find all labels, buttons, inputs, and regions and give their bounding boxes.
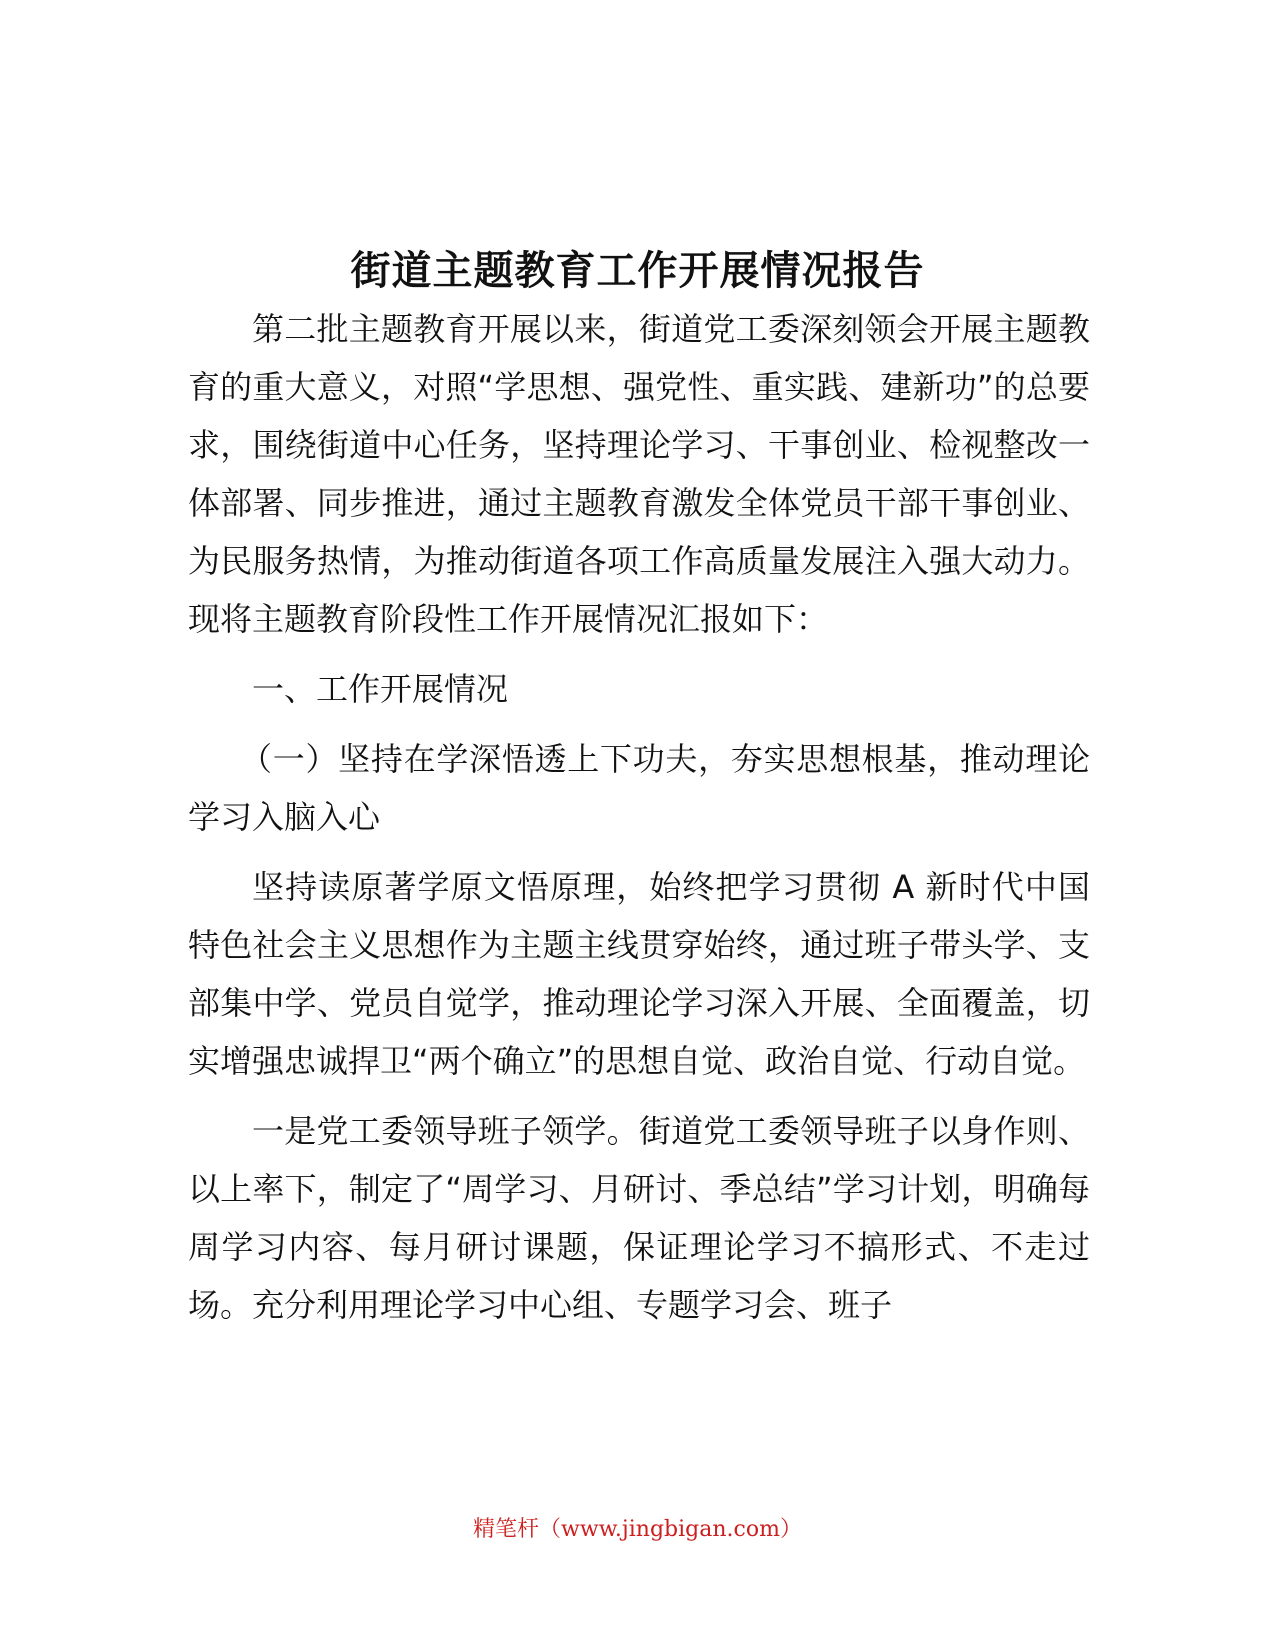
paragraph-intro: 第二批主题教育开展以来，街道党工委深刻领会开展主题教育的重大意义，对照“学思想、强党性、重实践、建新功”的总要求，围绕街道中心任务，坚持理论学习、干事创业、检视整改一体部署、同步推进，通过主题教育激发全体党员干部干事创业、为民服务热情，为推动街道各项工作高质量发展注入强大动力。现将主题教育阶段性工作开展情况汇报如下： bbox=[188, 310, 1090, 638]
section-heading-1: 一、工作开展情况 bbox=[252, 670, 509, 708]
paragraph-leadership: 一是党工委领导班子领学。街道党工委领导班子以身作则、以上率下，制定了“周学习、月研讨、季总结”学习计划，明确每周学习内容、每月研讨课题，保证理论学习不搞形式、不走过场。充分利用理论学习中心组、专题学习会、班子 bbox=[188, 1112, 1090, 1324]
subsection-heading-1: （一）坚持在学深悟透上下功夫，夯实思想根基，推动理论学习入脑入心 bbox=[188, 740, 1090, 836]
document-body bbox=[188, 300, 1090, 1346]
document-title: 街道主题教育工作开展情况报告 bbox=[350, 247, 925, 294]
footer-watermark: 精笔杆（www.jingbigan.com） bbox=[473, 1517, 802, 1542]
paragraph-study: 坚持读原著学原文悟原理，始终把学习贯彻 A 新时代中国特色社会主义思想作为主题主线贯穿始终，通过班子带头学、支部集中学、党员自觉学，推动理论学习深入开展、全面覆盖，切实增强忠诚捍卫“两个确立”的思想自觉、政治自觉、行动自觉。 bbox=[188, 868, 1090, 1080]
